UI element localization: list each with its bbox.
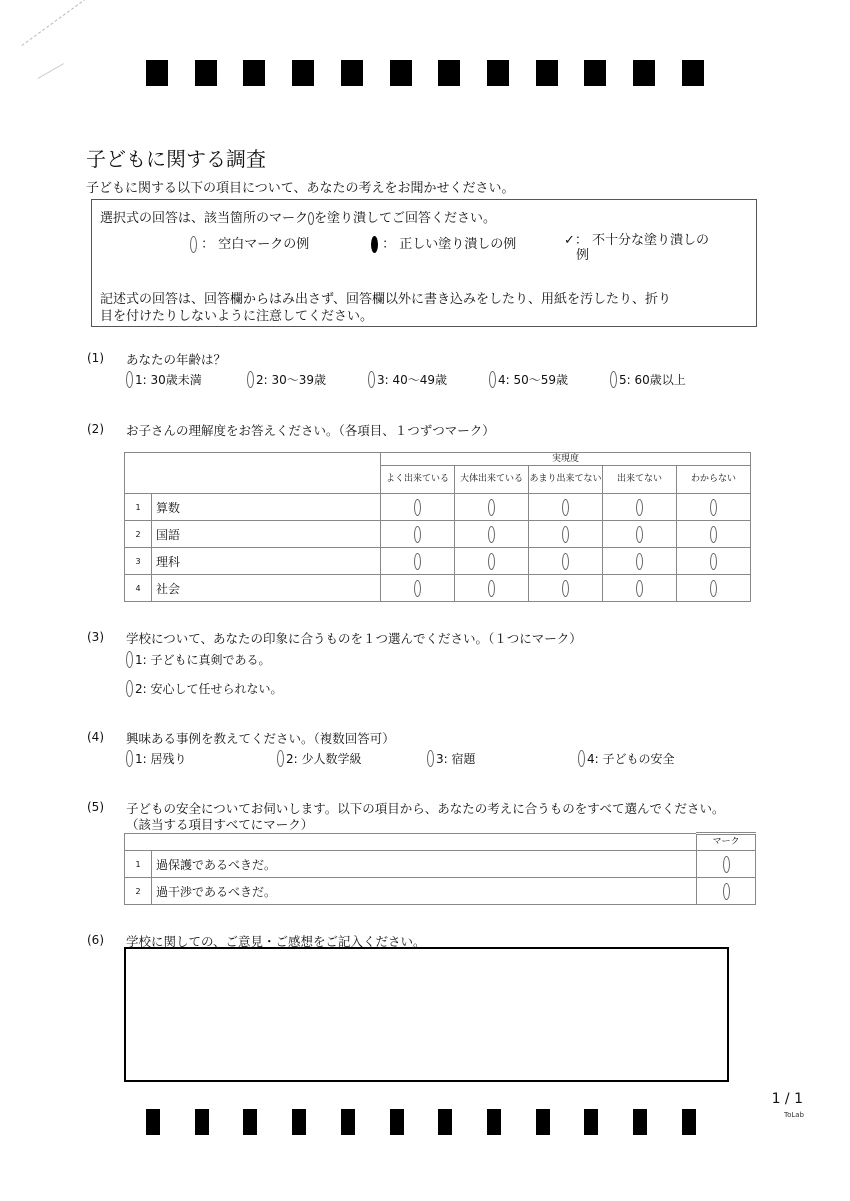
mark-oval-icon[interactable] [488,580,495,597]
mark-oval-icon[interactable] [414,526,421,543]
page-number: 1 / 1 [771,1091,803,1107]
column-header: あまり出来てない [529,466,603,494]
timing-mark [487,1109,501,1135]
mark-oval-icon[interactable] [636,499,643,516]
mark-oval-icon[interactable] [710,580,717,597]
timing-mark [195,1109,209,1135]
mark-cell[interactable] [677,575,751,602]
q4-option-4[interactable] [578,750,675,768]
timing-mark [146,60,168,86]
row-number: 2 [125,521,152,548]
row-label: 過干渉であるべきだ。 [152,878,697,905]
mark-cell[interactable] [381,575,455,602]
q1-option-4[interactable] [489,371,568,389]
question-subtext: （該当する項目すべてにマーク） [126,817,314,832]
option-label: 2: 安心して任せられない。 [135,682,283,696]
mark-oval-icon[interactable] [562,553,569,570]
question-number: (1) [87,351,104,365]
example-blank [190,233,309,253]
timing-mark [682,60,704,86]
option-label: 5: 60歳以上 [619,373,686,387]
question-text: 学校について、あなたの印象に合うものを１つ選んでください。（１つにマーク） [126,631,582,646]
instruction-text: 選択式の回答は、該当箇所のマーク [100,211,309,226]
question-number: (5) [87,800,104,814]
mark-oval-icon[interactable] [368,371,375,388]
option-label: 3: 宿題 [436,752,476,766]
mark-oval-icon[interactable] [562,499,569,516]
timing-mark [195,60,217,86]
example-correct [371,233,516,253]
timing-mark [243,1109,257,1135]
question-text: あなたの年齢は？ [126,352,227,367]
question-number: (2) [87,422,104,436]
column-header: 出来てない [603,466,677,494]
row-label: 理科 [152,548,381,575]
instruction-text: を塗り潰してご回答ください。 [314,211,497,226]
mark-oval-icon[interactable] [710,499,717,516]
q1-option-5[interactable] [610,371,686,389]
mark-oval-icon[interactable] [489,371,496,388]
row-number: 1 [125,851,152,878]
mark-cell[interactable] [381,548,455,575]
mark-cell[interactable] [529,521,603,548]
mark-cell[interactable] [529,575,603,602]
table-row [125,575,751,602]
instruction-line: 目を付けたりしないように注意してください。 [100,309,374,324]
timing-mark [633,1109,647,1135]
question-number: (4) [87,730,104,744]
example-label: ： 空白マークの例 [201,237,310,252]
mark-oval-icon[interactable] [488,499,495,516]
top-timing-marks [0,60,850,86]
mark-cell[interactable] [381,521,455,548]
q3-option-2[interactable] [126,680,283,698]
timing-mark [146,1109,160,1135]
mark-cell[interactable] [455,575,529,602]
brand-label: ToLab [783,1111,804,1119]
example-label: ： 正しい塗り潰しの例 [382,237,517,252]
column-header: 大体出来ている [455,466,529,494]
q3-option-1[interactable] [126,651,271,669]
instructions-box [91,199,757,327]
timing-mark [390,60,412,86]
timing-mark [341,1109,355,1135]
mark-oval-icon[interactable] [636,526,643,543]
mark-cell[interactable] [697,878,756,905]
mark-cell[interactable] [455,548,529,575]
mark-oval-icon[interactable] [126,750,133,767]
mark-oval-icon[interactable] [636,580,643,597]
table-row [125,521,751,548]
q4-option-3[interactable] [427,750,476,768]
timing-mark [390,1109,404,1135]
mark-cell[interactable] [455,494,529,521]
mark-cell[interactable] [381,494,455,521]
option-label: 4: 子どもの安全 [587,752,675,766]
table-row [125,548,751,575]
table-corner [125,834,697,851]
column-header: マーク [697,834,756,851]
q1-option-2[interactable] [247,371,326,389]
intro-text: 子どもに関する以下の項目について、あなたの考えをお聞かせください。 [86,181,515,196]
example-label: ： 不十分な塗り潰しの [574,233,710,248]
mark-oval-icon[interactable] [126,680,133,697]
table-row [125,851,756,878]
timing-mark [682,1109,696,1135]
fold-guide-line [21,0,103,47]
instruction-line [100,207,496,226]
mark-oval-icon[interactable] [427,750,434,767]
mark-oval-icon[interactable] [562,526,569,543]
mark-cell[interactable] [697,851,756,878]
q4-option-1[interactable] [126,750,187,768]
mark-oval-icon[interactable] [723,883,730,900]
timing-mark [536,1109,550,1135]
timing-mark [536,60,558,86]
bottom-timing-marks [0,1109,850,1135]
row-number: 3 [125,548,152,575]
mark-cell[interactable] [677,521,751,548]
timing-mark [292,1109,306,1135]
column-header: よく出来ている [381,466,455,494]
mark-cell[interactable] [677,494,751,521]
timing-mark [633,60,655,86]
mark-cell[interactable] [455,521,529,548]
option-label: 1: 居残り [135,752,187,766]
timing-mark [584,60,606,86]
safety-table [124,832,756,905]
mark-cell[interactable] [529,548,603,575]
table-corner [125,453,381,494]
mark-oval-icon[interactable] [247,371,254,388]
mark-oval-icon[interactable] [488,526,495,543]
option-label: 2: 少人数学級 [286,752,362,766]
timing-mark [341,60,363,86]
mark-oval-icon[interactable] [610,371,617,388]
question-number: (3) [87,630,104,644]
mark-oval-icon[interactable] [488,553,495,570]
page-title: 子どもに関する調査 [86,147,266,171]
row-number: 1 [125,494,152,521]
mark-oval-icon[interactable] [126,371,133,388]
option-label: 1: 30歳未満 [135,373,202,387]
mark-cell[interactable] [603,575,677,602]
q4-option-2[interactable] [277,750,362,768]
column-header: わからない [677,466,751,494]
mark-oval-icon[interactable] [414,553,421,570]
q1-option-3[interactable] [368,371,447,389]
blank-mark-icon [190,236,197,253]
group-header: 実現度 [381,453,751,466]
question-text: お子さんの理解度をお答えください。（各項目、１つずつマーク） [126,423,495,438]
example-insufficient [564,233,709,263]
mark-oval-icon[interactable] [414,499,421,516]
mark-cell[interactable] [529,494,603,521]
option-label: 2: 30〜39歳 [256,373,327,387]
mark-oval-icon[interactable] [562,580,569,597]
mark-oval-icon[interactable] [414,580,421,597]
mark-oval-icon[interactable] [710,553,717,570]
instruction-line: 記述式の回答は、回答欄からはみ出さず、回答欄以外に書き込みをしたり、用紙を汚したり、折り [100,292,671,307]
mark-cell[interactable] [603,494,677,521]
table-row [125,878,756,905]
row-label: 算数 [152,494,381,521]
mark-cell[interactable] [603,521,677,548]
timing-mark [584,1109,598,1135]
timing-mark [243,60,265,86]
question-text: 興味ある事例を教えてください。（複数回答可） [126,731,395,746]
example-label: 例 [576,248,590,263]
timing-mark [292,60,314,86]
timing-mark [487,60,509,86]
filled-mark-icon [371,236,378,253]
option-label: 3: 40〜49歳 [377,373,448,387]
mark-oval-icon[interactable] [636,553,643,570]
row-label: 過保護であるべきだ。 [152,851,697,878]
timing-mark [438,60,460,86]
mark-cell[interactable] [603,548,677,575]
option-label: 4: 50〜59歳 [498,373,569,387]
free-answer-box[interactable] [124,947,729,1082]
mark-cell[interactable] [677,548,751,575]
q1-option-1[interactable] [126,371,202,389]
mark-oval-icon[interactable] [126,651,133,668]
mark-oval-icon[interactable] [277,750,284,767]
row-label: 社会 [152,575,381,602]
comprehension-table [124,452,751,602]
row-number: 4 [125,575,152,602]
mark-oval-icon[interactable] [578,750,585,767]
table-row [125,494,751,521]
check-mark-icon: ✓ [564,233,575,248]
question-text: 子どもの安全についてお伺いします。以下の項目から、あなたの考えに合うものをすべて選んでください。 [126,801,725,816]
mark-oval-icon[interactable] [723,856,730,873]
option-label: 1: 子どもに真剣である。 [135,653,271,667]
mark-oval-icon[interactable] [710,526,717,543]
question-number: (6) [87,933,104,947]
timing-mark [438,1109,452,1135]
question-text: 学校に関しての、ご意見・ご感想をご記入ください。 [126,934,426,949]
row-label: 国語 [152,521,381,548]
row-number: 2 [125,878,152,905]
